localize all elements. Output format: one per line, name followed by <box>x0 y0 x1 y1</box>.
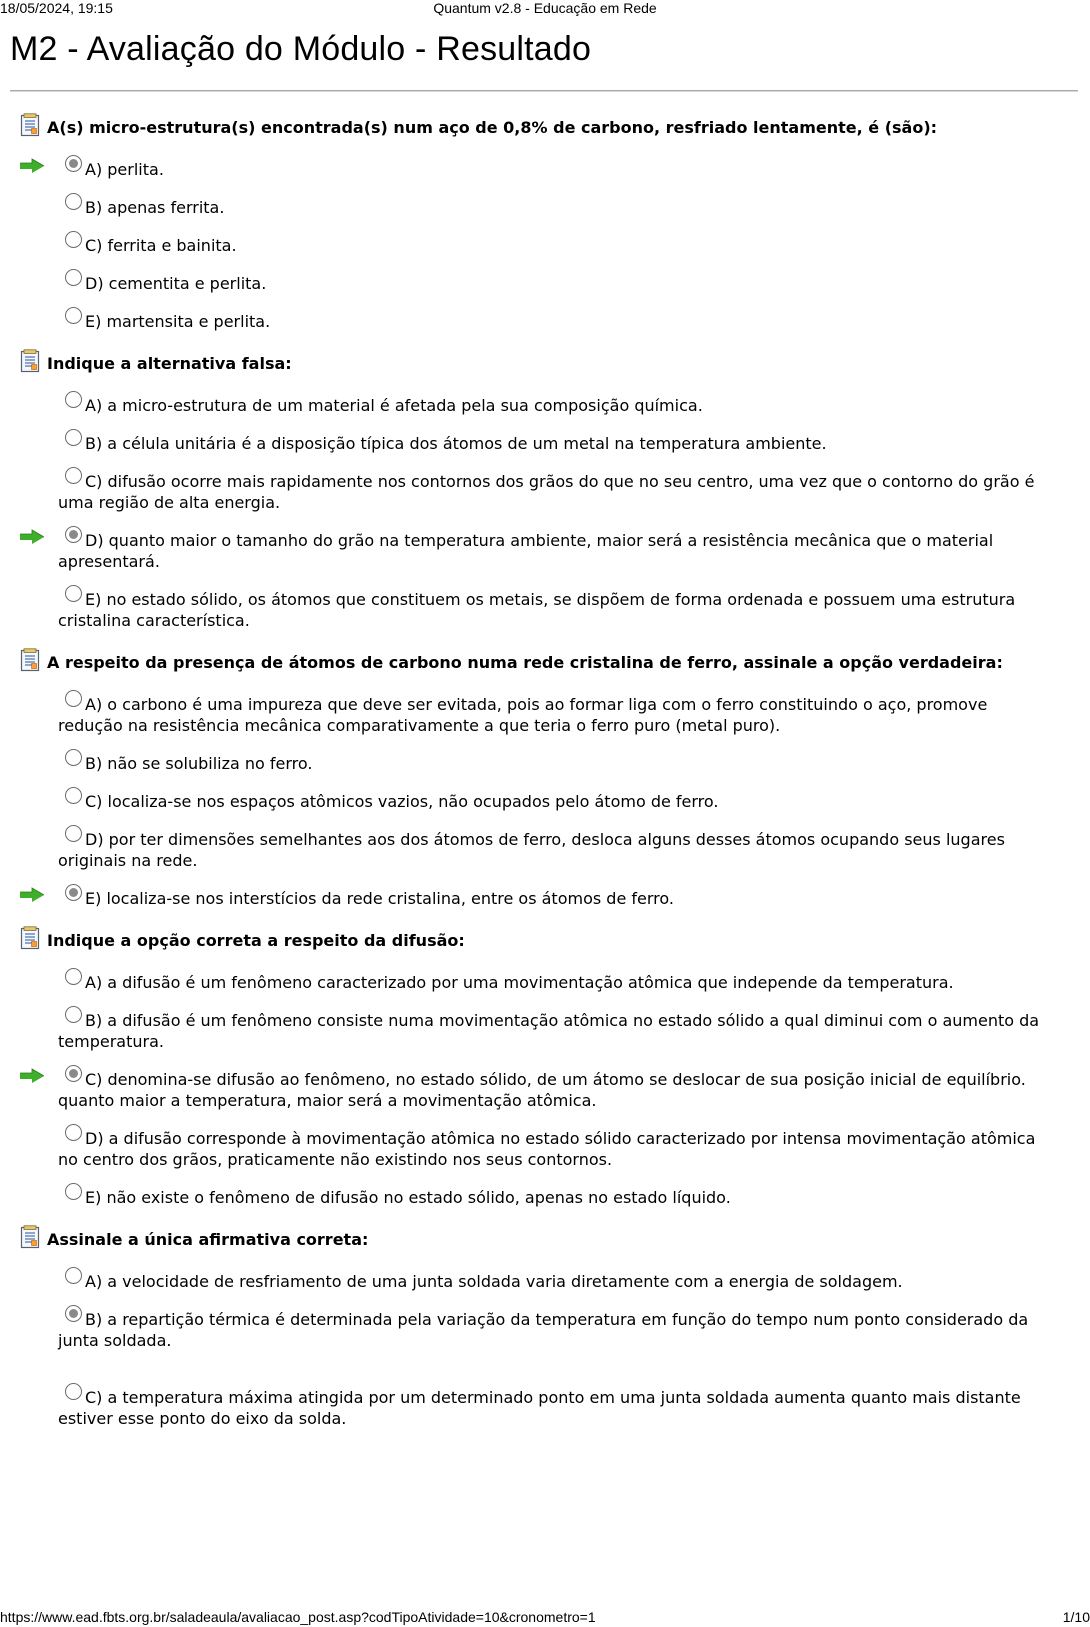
option-text: A) a difusão é um fenômeno caracterizado por uma movimentação atômica que independe da temperatura. <box>85 973 954 992</box>
radio-button-selected[interactable] <box>65 884 82 901</box>
option-text: B) a difusão é um fenômeno consiste numa movimentação atômica no estado sólido a qual diminui com o aumento da temperatura. <box>58 1011 1040 1051</box>
option-text: A) a velocidade de resfriamento de uma junta soldada varia diretamente com a energia de soldagem. <box>85 1272 903 1291</box>
radio-button-selected[interactable] <box>65 1305 82 1322</box>
answer-option[interactable] <box>0 1387 1090 1429</box>
question <box>0 352 1090 631</box>
answer-option[interactable] <box>0 972 1090 993</box>
radio-button-selected[interactable] <box>65 526 82 543</box>
option-text: D) por ter dimensões semelhantes aos dos átomos de ferro, desloca alguns desses átomos ocupando seus lugares originais na rede. <box>58 830 1005 870</box>
option-text: C) difusão ocorre mais rapidamente nos contornos dos grãos do que no seu centro, uma vez que o contorno do grão é uma região de alta energia. <box>58 472 1035 512</box>
answer-option[interactable] <box>0 888 1090 909</box>
green-arrow-icon <box>19 887 45 903</box>
question-text: Assinale a única afirmativa correta: <box>47 1230 369 1249</box>
answer-option[interactable] <box>0 589 1090 631</box>
question-notepad-icon <box>20 648 40 672</box>
radio-button[interactable] <box>65 1006 82 1023</box>
questions-list <box>0 116 1090 1429</box>
answer-option[interactable] <box>0 791 1090 812</box>
print-header <box>0 0 1090 18</box>
header-divider <box>10 90 1078 92</box>
question-header <box>0 651 1090 677</box>
question-header <box>0 1228 1090 1254</box>
question <box>0 929 1090 1208</box>
option-text: E) localiza-se nos interstícios da rede cristalina, entre os átomos de ferro. <box>85 889 674 908</box>
radio-button[interactable] <box>65 585 82 602</box>
option-text: B) não se solubiliza no ferro. <box>85 754 313 773</box>
answer-option[interactable] <box>0 1069 1090 1111</box>
answer-option[interactable] <box>0 471 1090 513</box>
radio-button[interactable] <box>65 429 82 446</box>
radio-button[interactable] <box>65 787 82 804</box>
radio-button[interactable] <box>65 825 82 842</box>
question-notepad-icon <box>20 926 40 950</box>
question <box>0 1228 1090 1429</box>
answer-option[interactable] <box>0 1128 1090 1170</box>
green-arrow-icon <box>19 158 45 174</box>
radio-button[interactable] <box>65 1183 82 1200</box>
question <box>0 651 1090 909</box>
question-notepad-icon <box>20 113 40 137</box>
option-text: A) a micro-estrutura de um material é afetada pela sua composição química. <box>85 396 703 415</box>
option-text: C) a temperatura máxima atingida por um determinado ponto em uma junta soldada aumenta quanto mais distante estiver esse ponto do eixo da solda. <box>58 1388 1021 1428</box>
answer-option[interactable] <box>0 235 1090 256</box>
page-title: M2 - Avaliação do Módulo - Resultado <box>10 30 592 68</box>
option-text: D) cementita e perlita. <box>85 274 267 293</box>
answer-option[interactable] <box>0 829 1090 871</box>
page-number: 1/10 <box>1062 1609 1090 1625</box>
radio-button[interactable] <box>65 391 82 408</box>
radio-button[interactable] <box>65 193 82 210</box>
option-text: E) não existe o fenômeno de difusão no estado sólido, apenas no estado líquido. <box>85 1188 731 1207</box>
answer-option[interactable] <box>0 197 1090 218</box>
answer-option[interactable] <box>0 1271 1090 1292</box>
option-text: A) o carbono é uma impureza que deve ser evitada, pois ao formar liga com o ferro constituindo o aço, promove redução na resistência mecânica comparativamente a que teria o ferro puro (metal puro). <box>58 695 988 735</box>
answer-option[interactable] <box>0 159 1090 180</box>
question-header <box>0 929 1090 955</box>
question-header <box>0 116 1090 142</box>
question-notepad-icon <box>20 1225 40 1249</box>
radio-button-selected[interactable] <box>65 155 82 172</box>
question-text: Indique a alternativa falsa: <box>47 354 292 373</box>
green-arrow-icon <box>19 1068 45 1084</box>
option-text: E) martensita e perlita. <box>85 312 271 331</box>
print-document-title: Quantum v2.8 - Educação em Rede <box>433 0 657 16</box>
print-datetime: 18/05/2024, 19:15 <box>0 0 113 16</box>
question-notepad-icon <box>20 349 40 373</box>
radio-button[interactable] <box>65 690 82 707</box>
radio-button-selected[interactable] <box>65 1065 82 1082</box>
answer-option[interactable] <box>0 1010 1090 1052</box>
green-arrow-icon <box>19 529 45 545</box>
answer-option[interactable] <box>0 311 1090 332</box>
option-text: C) localiza-se nos espaços atômicos vazios, não ocupados pelo átomo de ferro. <box>85 792 719 811</box>
option-text: B) apenas ferrita. <box>85 198 225 217</box>
radio-button[interactable] <box>65 749 82 766</box>
radio-button[interactable] <box>65 968 82 985</box>
print-footer <box>0 1609 1090 1627</box>
answer-option[interactable] <box>0 273 1090 294</box>
option-text: C) denomina-se difusão ao fenômeno, no estado sólido, de um átomo se deslocar de sua posição inicial de equilíbrio. quanto maior a temperatura, maior será a movimentação atômica. <box>58 1070 1026 1110</box>
option-text: B) a repartição térmica é determinada pela variação da temperatura em função do tempo num ponto considerado da junta soldada. <box>58 1310 1029 1350</box>
option-text: D) quanto maior o tamanho do grão na temperatura ambiente, maior será a resistência mecânica que o material apresentará. <box>58 531 994 571</box>
question-text: Indique a opção correta a respeito da difusão: <box>47 931 465 950</box>
answer-option[interactable] <box>0 1309 1090 1351</box>
question-text: A respeito da presença de átomos de carbono numa rede cristalina de ferro, assinale a opção verdadeira: <box>47 653 1003 672</box>
answer-option[interactable] <box>0 530 1090 572</box>
print-url: https://www.ead.fbts.org.br/saladeaula/avaliacao_post.asp?codTipoAtividade=10&cronometro=1 <box>0 1609 596 1625</box>
radio-button[interactable] <box>65 1124 82 1141</box>
option-text: D) a difusão corresponde à movimentação atômica no estado sólido caracterizado por intensa movimentação atômica no centro dos grãos, praticamente não existindo nos seus contornos. <box>58 1129 1036 1169</box>
option-text: B) a célula unitária é a disposição típica dos átomos de um metal na temperatura ambiente. <box>85 434 827 453</box>
radio-button[interactable] <box>65 231 82 248</box>
radio-button[interactable] <box>65 307 82 324</box>
answer-option[interactable] <box>0 433 1090 454</box>
radio-button[interactable] <box>65 1383 82 1400</box>
answer-option[interactable] <box>0 753 1090 774</box>
radio-button[interactable] <box>65 1267 82 1284</box>
radio-button[interactable] <box>65 269 82 286</box>
radio-button[interactable] <box>65 467 82 484</box>
answer-option[interactable] <box>0 1187 1090 1208</box>
question <box>0 116 1090 332</box>
question-text: A(s) micro-estrutura(s) encontrada(s) num aço de 0,8% de carbono, resfriado lentamente, é (são): <box>47 118 938 137</box>
question-header <box>0 352 1090 378</box>
option-text: A) perlita. <box>85 160 164 179</box>
option-text: C) ferrita e bainita. <box>85 236 237 255</box>
answer-option[interactable] <box>0 395 1090 416</box>
option-text: E) no estado sólido, os átomos que constituem os metais, se dispõem de forma ordenada e possuem uma estrutura cristalina característica. <box>58 590 1016 630</box>
answer-option[interactable] <box>0 694 1090 736</box>
